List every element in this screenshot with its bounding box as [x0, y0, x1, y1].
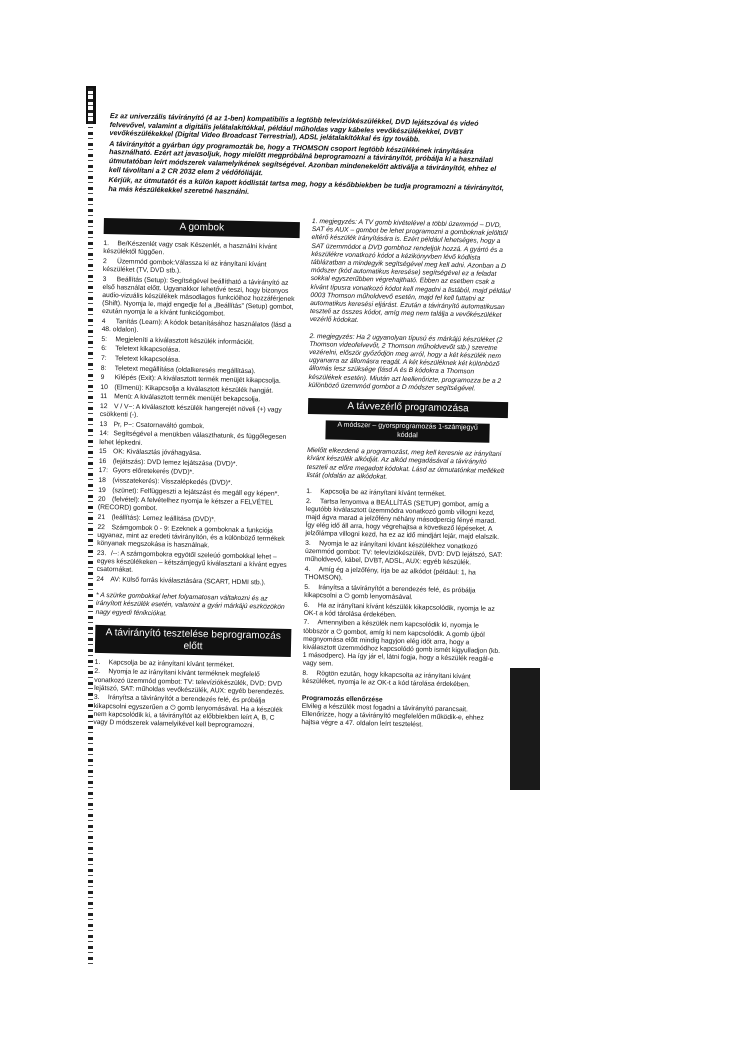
button-item-number: 5: — [101, 335, 108, 343]
button-item-text: Teletext kikapcsolása. — [114, 355, 181, 364]
button-item-number: 12 — [99, 402, 108, 411]
footnote: * A szürke gombokkal lehet folyamatosan váltakozni és az irányított készülék esetén, valamint a gyári márkájú eszközökön nagy egyedi fénikciókat. — [95, 592, 285, 617]
button-item-number: 4 — [101, 317, 106, 326]
button-item-text: (lejátszás): DVD lemez lejátszása (DVD)*. — [112, 457, 238, 468]
section-heading-test: A távirányító tesztelése beprogramozás előtt — [95, 625, 292, 657]
button-item-text: Üzemmód gombok:Válassza ki az irányítani kívánt készüléket (TV, DVD stb.). — [102, 258, 267, 275]
button-item-number: 21 — [97, 513, 106, 521]
test-step — [94, 668, 290, 697]
programming-step-text: Amennyiben a készülék nem kapcsolódik ki, nyomja le többször a ⏻ gombot, amíg ki nem kapcsolódik. A gomb újból megnyomása előtt mindig hagyjon elég időt arra, hogy a kiválasztott üzemmódhoz kapcsolódó gomb ismét kigyulladjon (kb. 1 másodperc). Ha így jár el, látni fogja, hogy a készülék reagál-e vagy sem. — [302, 619, 501, 669]
button-item-number: 20 — [97, 496, 106, 504]
intro-text — [108, 112, 506, 204]
button-item-number: 1. — [103, 239, 110, 248]
note-1: 1. megjegyzés: A TV gomb kivételével a többi üzemmód – DVD, SAT és AUX – gombot be lehet programozni a gomboknak jelölttől eltérő készülék irányítására is. Ezért például lehetséges, hogy a SAT üzemmódot a DVD gombhoz rendeljük hozzá. A gyártó és a készülékre vonatkozó kódot a kézikönyvben lévő kódlista táblázatban a mindegyik segítségével meg kell adni. Azonban a D módszer (kód automatikus keresése) segítségével ez a feladat sokkal egyszerűbben végrehajtható. Ebben az esetben csak a kívánt típusra vonatkozó kódot kell megadni a listából, majd például 0003 Thomson műholdvevő esetén, majd fel kell futtatni az automatikus keresési eljárást. Ezután a távirányító automatikusan teszteli az összes kódot, amíg meg nem találja a vevőkészüléket vezérlő kódokat. — [309, 218, 511, 325]
test-steps — [93, 659, 290, 731]
button-item-text: V / V−: A kiválasztott készülék hangerejét növeli (+) vagy csökkenti (-). — [99, 403, 282, 419]
button-item-text: (leállítás): Lemez leállítása (DVD)*. — [111, 514, 216, 524]
programming-step-text: Kapcsolja be az irányítani kívánt terméket. — [320, 488, 446, 498]
button-item-text: Teletext megállítása (oldalkeresés megállítása). — [114, 364, 256, 375]
button-item-text: /--: A számgombokra egyötől szeleúó gombokkal lehet – egyes készülékeken – kétszámjegyű kiválasztani a kívánt egyes csatornákat. — [96, 549, 287, 574]
button-list — [96, 240, 299, 588]
button-item-text: Kilépés (Exit): A kiválasztott termék menüjét kikapcsolja. — [114, 374, 281, 385]
button-item-number: 13 — [99, 420, 108, 428]
button-item-number: 14: — [99, 430, 109, 438]
programming-step-text: Amíg ég a jelzőfény, írja be az alkódot (például: 1, ha THOMSON). — [304, 566, 476, 582]
button-item-text: Számgombok 0 - 9: Ezeknek a gomboknak a funkciója ugyanaz, mint az eredeti távirányítón, és a különböző termékek könyanak megszokása is használnak. — [97, 523, 285, 550]
button-item-text: Be/Készenlét vagy csak Készenlét, a használni kívánt készüléktől függően. — [103, 240, 277, 257]
button-item — [102, 276, 299, 321]
programming-step-text: Irányítsa a távirányítót a berendezés felé, és próbálja kikapcsolni a ⏻ gomb lenyomásával. — [304, 584, 476, 602]
button-item-number: 8: — [100, 364, 107, 372]
button-item-text: OK: Kiválasztás jóváhagyása. — [112, 448, 202, 458]
button-item-number: 9 — [100, 374, 105, 382]
programming-step-number: 4. — [304, 565, 311, 574]
method-intro: Mielőtt elkezdené a programozást, meg kell keresnie az irányítani kívánt készülék alkódját. Az alkód megadásával a távirányító teszteli az előre megadott kódokat. Lásd az útmutatónkat mellékelt listát (oldalán az alkódokat. — [306, 447, 505, 481]
programming-step-number: 8. — [302, 669, 309, 678]
button-item-number: 18 — [98, 476, 106, 485]
button-item-number: 16 — [98, 457, 107, 465]
section-thumb-tab — [510, 668, 540, 790]
test-step-number: 3. — [93, 694, 100, 702]
subheading-method-a: A módszer – gyorsprogramozás 1-számjegyű kóddal — [325, 420, 489, 443]
programming-step — [305, 498, 506, 543]
programming-step-text: Tartsa lenyomva a BEÁLLÍTÁS (SETUP) gombot, amíg a legutóbb kiválasztott üzemmódra vonatkozó gomb villogni kezd, majd ágva marad a jelzőfény néhány másodpercig fényé marad. Így elég idő áll arra, hogy végrehajtsa a következő lépéseket. A jelzőlámpa villogni kezd, ha ez az idő mindjárt lejár, majd elalszik. — [305, 497, 500, 542]
test-step-number: 2. — [94, 668, 101, 676]
button-item-text: (visszatekerés): Visszalépkedés (DVD)*. — [112, 477, 233, 487]
button-item-text: Segítségével a menükben választhatunk, és függőlegesen lehet lépkedni. — [99, 430, 287, 447]
programming-step-text: Rögtön ezután, hogy kikapcsolta az irányítani kívánt készüléket, nyomja le az OK-t a kód tárolása érdekében. — [302, 670, 471, 689]
section-heading-programming: A távvezérlő programozása — [308, 398, 508, 418]
left-column — [93, 216, 300, 732]
programming-step-text: Nyomja le az irányítani kívánt készülékhez vonatkozó üzemmód gombot: TV: televíziókészülék, DVD: DVD lejátszó, SAT: műholdvevő, kábel, DVBT, ADSL, AUX: egyéb készülék. — [304, 540, 503, 567]
section-heading-buttons: A gombok — [104, 218, 300, 238]
button-item-number: 23. — [96, 549, 107, 557]
test-step-text: Irányítsa a távirányítót a berendezés felé, és próbálja kikapcsolni egyszerűen a ⏻ gomb lenyomásával. Ha a készülék nem kapcsolódik ki, a távirányítót az előbbiekben leírt A, B, C vagy D módszerek valamelyikével kell beprogramozni. — [93, 694, 283, 730]
check-title: Programozás ellenőrzése — [301, 694, 383, 704]
button-item-text: (Elmenü): Kikapcsolja a kiválasztott készülék hangját. — [114, 384, 274, 395]
button-item-text: Menü: A kiválasztott termék menüjét bekapcsolja. — [114, 393, 261, 404]
button-item-number: 6: — [101, 345, 107, 353]
intro-paragraph: Kérjük, az útmutatót és a külön kapott kódlistát tartsa meg, hogy a későbbiekben be tudja programozni a távirányítót, ha más készülékekkel szeretné használni. — [108, 176, 504, 196]
right-column — [301, 218, 512, 732]
programming-step — [305, 540, 505, 569]
intro-paragraph: Ez az univerzális távirányító (4 az 1-ben) kompatibilis a legtöbb televíziókészülékkel, DVD lejátszóval és videó felvevővel, valamint a digitális jelátalakítókkal, például műholdas vagy kábeles vevőkészülékekkel, DVBT vevőkészülékekkel (Digital Video Broadcast Terrestrial), ADSL jelátalakítókkal és így tovább. — [109, 112, 479, 144]
button-item-number: 7: — [100, 354, 107, 363]
note-2: 2. megjegyzés: Ha 2 ugyanolyan típusú és márkájú készüléket (2 Thomson videofelvevőt, 2 Thomson műholdvevőt stb.) szeretne vezérelni, először győződjön meg arról, hogy a két készülék nem ugyanarra az állomásra reagál. A két készüléknek két különböző állomás lesz szüksége (lásd A és B kódokra a Thomson készülékek esetén). Miután azt leellenőrizte, programozza be a 2 különböző üzemmód gombot a D módszer segítségével. — [308, 332, 503, 393]
button-item-text: (felvétel): A felvételhez nyomja le kétszer a FELVÉTEL (RECORD) gombot. — [97, 496, 274, 513]
programming-step-number: 5. — [304, 583, 310, 591]
programming-step — [303, 619, 504, 672]
button-item-text: Beállítás (Setup): Segítségével beállítható a távirányító az első használat előtt. Ugyanakkor lehetővé teszi, hogy bizonyos audio-vizuális készülékek másodlagos funkcióihoz hozzáférjenek (Shift). Nyomja le, majd engedje fel a „Beállítás” (Setup) gombot, ezután nyomja le a kívánt funkciógombot. — [101, 275, 295, 318]
test-step-number: 1. — [94, 658, 101, 666]
programming-step-number: 7. — [303, 619, 310, 627]
programming-step-number: 3. — [305, 539, 311, 548]
test-step-text: Kapcsolja be az irányítani kívánt terméket. — [108, 658, 235, 669]
button-item-number: 2 — [102, 257, 107, 265]
programming-steps — [302, 488, 506, 691]
button-item-text: AV: Külső forrás kiválasztására (SCART, HDMI stb.). — [110, 575, 266, 586]
programming-step-number: 6. — [303, 601, 310, 609]
test-step — [93, 694, 290, 731]
programming-step-number: 1. — [306, 488, 312, 496]
check-text: Elvileg a készülék most fogadni a távirányító parancsait. Ellenőrizze, hogy a távirányító megfelelően működik-e, ehhez hajtsa végre a 47. oldalon leírt tesztelést. — [301, 702, 484, 729]
button-item-number: 19 — [98, 486, 106, 494]
button-item-number: 3 — [102, 275, 107, 283]
button-item-text: Megjeleníti a kiválasztott készülék információit. — [115, 336, 255, 346]
test-step-text: Nyomja le az irányítani kívánt terméknek megfelelő vonatkozó üzemmód gombot: TV: televíziókészülék, DVD: DVD lejátszó, SAT: műholdas vevőkészülék, AUX: egyéb berendezés. — [94, 668, 285, 696]
scan-binding-edge — [88, 88, 93, 968]
button-item-number: 22 — [97, 523, 106, 531]
button-item — [97, 523, 293, 552]
button-item-text: Gyors előretekerés (DVD)*. — [112, 467, 195, 477]
button-item-number: 11 — [100, 393, 108, 401]
programming-step-text: Ha az irányítani kívánt készülék kikapcsolódik, nyomja le az OK-t a kód tárolása érdekében. — [303, 601, 495, 619]
button-item-text: Teletext kikapcsolása. — [115, 345, 181, 355]
intro-paragraph: A távirányítót a gyárban úgy programozták be, hogy a THOMSON csoport legtöbb készülékének irányítására használható. Ezért azt javasoljuk, hogy mielőtt megpróbálná beprogramozni a távirányítót, próbálja ki a használati útmutatóban leírt módszerek valamelyikének segítségével. Azonban mindenekelőtt aktiválja a távirányítót, ehhez el kell távolítani a 2 CR 2032 elem 2 védőfóliáját. — [108, 139, 497, 177]
button-item-text: (szünet): Felfüggeszti a lejátszást és megáll egy képen*. — [112, 486, 280, 498]
button-item-text: Pr, P−: Csatornaváltó gombok. — [113, 420, 205, 430]
button-item-number: 15 — [98, 448, 107, 456]
button-item-number: 24 — [96, 575, 104, 583]
button-item-text: Tanítás (Learn): A kódok betanításához használatos (lásd a 48. oldalon). — [101, 318, 292, 334]
button-item-number: 10 — [100, 383, 108, 391]
programming-step-number: 2. — [305, 497, 312, 505]
button-item-number: 17: — [98, 467, 109, 475]
button-item — [97, 549, 293, 578]
